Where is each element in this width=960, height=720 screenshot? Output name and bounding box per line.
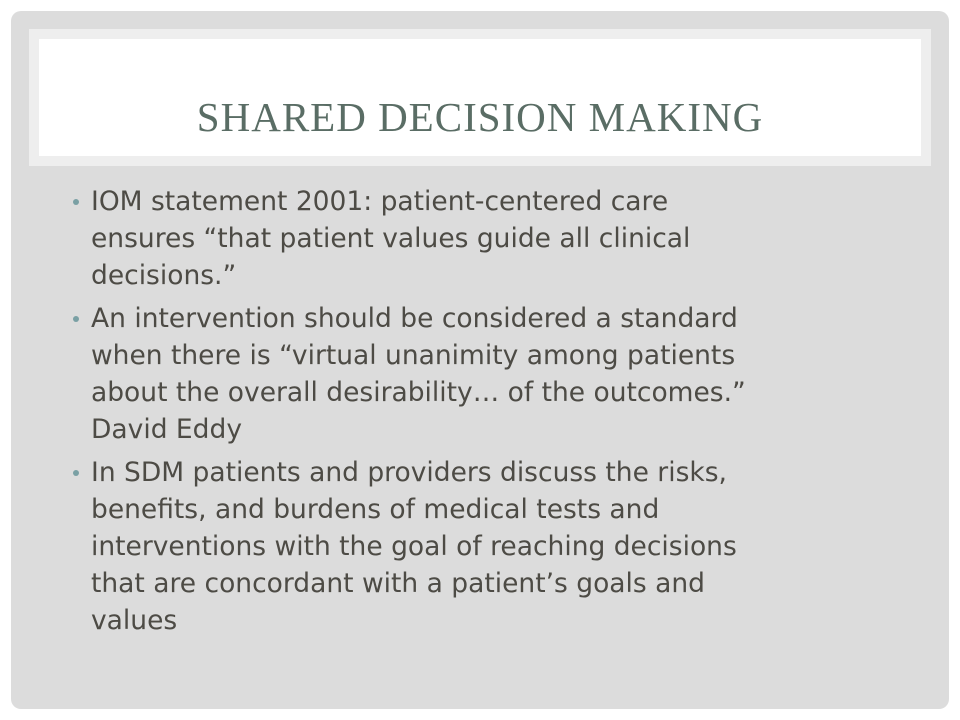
bullet-text-line: IOM statement 2001: patient-centered care: [91, 186, 669, 217]
bullet-text-line: An intervention should be considered a standard: [91, 303, 738, 334]
bullet-text-line: In SDM patients and providers discuss the risks,: [91, 457, 727, 488]
bullet-dot-icon: [73, 470, 79, 476]
bullet-dot-icon: [73, 199, 79, 205]
bullet-text-line: interventions with the goal of reaching decisions: [91, 531, 737, 562]
bullet-text-line: decisions.”: [91, 260, 237, 291]
bullet-item-eddy: [73, 300, 933, 448]
bullet-text-line: ensures “that patient values guide all clinical: [91, 223, 691, 254]
bullet-text-line: that are concordant with a patient’s goals and: [91, 568, 705, 599]
title-box: [29, 29, 931, 166]
bullet-text-line: values: [91, 605, 178, 636]
bullet-text-line: David Eddy: [91, 414, 243, 445]
bullet-text-line: benefits, and burdens of medical tests and: [91, 494, 660, 525]
bullet-list: [73, 183, 933, 645]
bullet-item-sdm: [73, 454, 933, 639]
bullet-dot-icon: [73, 316, 79, 322]
bullet-text-line: when there is “virtual unanimity among patients: [91, 340, 736, 371]
bullet-text-line: about the overall desirability… of the outcomes.”: [91, 377, 746, 408]
slide-title: SHARED DECISION MAKING: [196, 94, 764, 140]
bullet-item-iom: [73, 183, 933, 294]
